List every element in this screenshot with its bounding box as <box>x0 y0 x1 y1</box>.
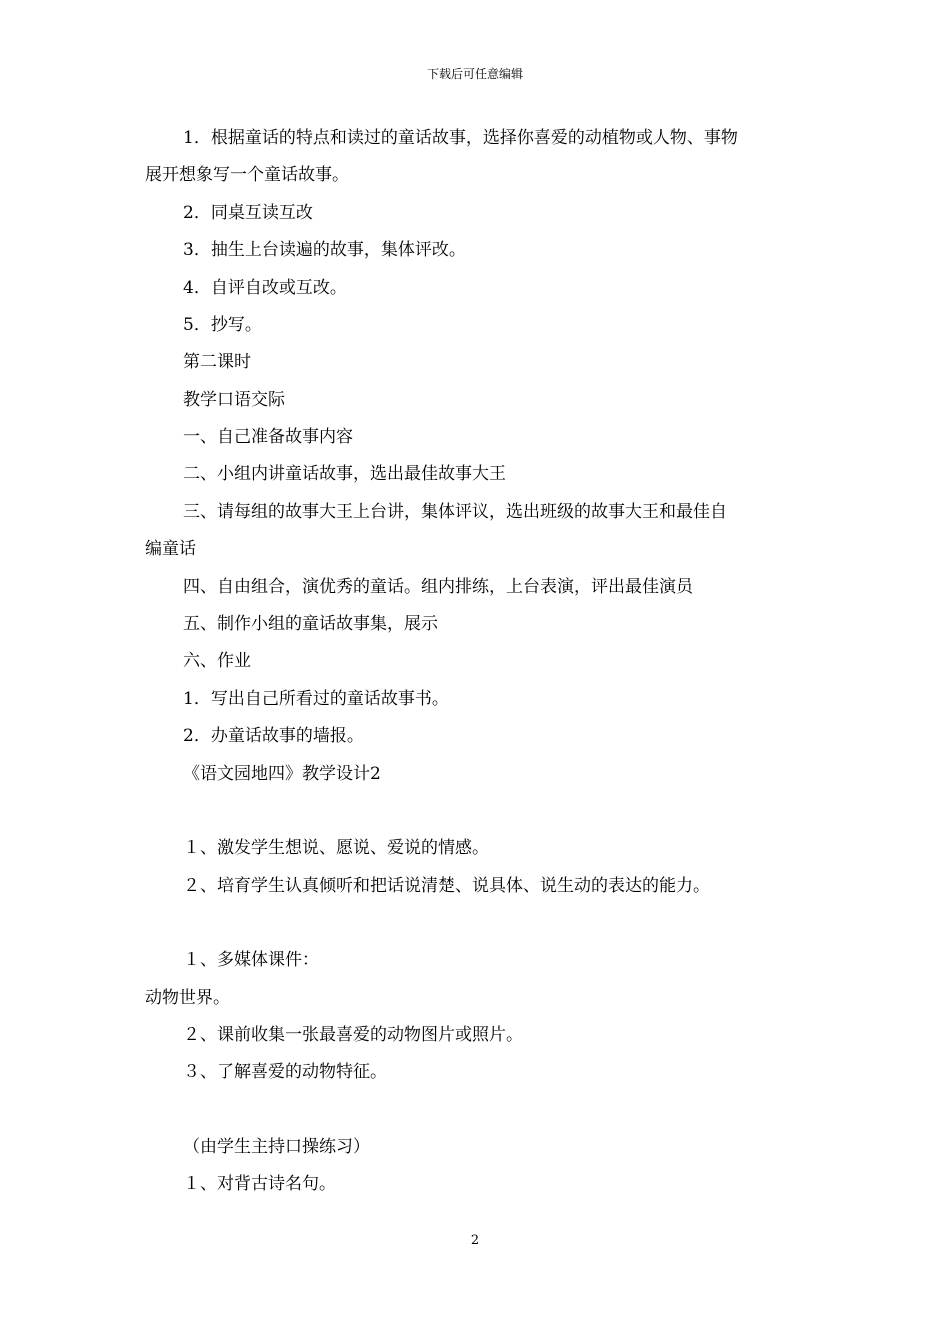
document-title: 《语文园地四》教学设计2 <box>183 764 381 784</box>
body-line: 三、请每组的故事大王上台讲，集体评议，选出班级的故事大王和最佳自 <box>183 502 727 522</box>
body-line: 编童话 <box>145 539 196 559</box>
body-line: 5．抄写。 <box>183 315 262 335</box>
body-line: 五、制作小组的童话故事集，展示 <box>183 614 438 634</box>
body-line: （由学生主持口操练习） <box>183 1137 370 1157</box>
page-header: 下载后可任意编辑 <box>426 67 523 81</box>
body-line: １、多媒体课件： <box>183 950 319 970</box>
body-line: ２、课前收集一张最喜爱的动物图片或照片。 <box>183 1025 523 1045</box>
body-line: 1．写出自己所看过的童话故事书。 <box>183 689 449 709</box>
body-line: 一、自己准备故事内容 <box>183 427 353 447</box>
body-line: 四、自由组合，演优秀的童话。组内排练，上台表演，评出最佳演员 <box>183 577 693 597</box>
body-line: 1．根据童话的特点和读过的童话故事，选择你喜爱的动植物或人物、事物 <box>183 128 738 148</box>
body-line: 展开想象写一个童话故事。 <box>145 165 349 185</box>
body-line: 3．抽生上台读遍的故事，集体评改。 <box>183 240 466 260</box>
section-heading: 教学口语交际 <box>183 390 285 410</box>
body-line: ３、了解喜爱的动物特征。 <box>183 1062 387 1082</box>
page-number: 2 <box>470 1233 480 1248</box>
body-line: 六、作业 <box>183 651 251 671</box>
body-line: 2．办童话故事的墙报。 <box>183 726 364 746</box>
body-line: 二、小组内讲童话故事，选出最佳故事大王 <box>183 464 506 484</box>
body-line: 4．自评自改或互改。 <box>183 278 347 298</box>
body-line: 动物世界。 <box>145 988 230 1008</box>
body-line: ２、培育学生认真倾听和把话说清楚、说具体、说生动的表达的能力。 <box>183 876 710 896</box>
lesson-heading: 第二课时 <box>183 352 251 372</box>
body-line: 2．同桌互读互改 <box>183 203 313 223</box>
body-line: １、激发学生想说、愿说、爱说的情感。 <box>183 838 489 858</box>
body-line: １、对背古诗名句。 <box>183 1174 336 1194</box>
